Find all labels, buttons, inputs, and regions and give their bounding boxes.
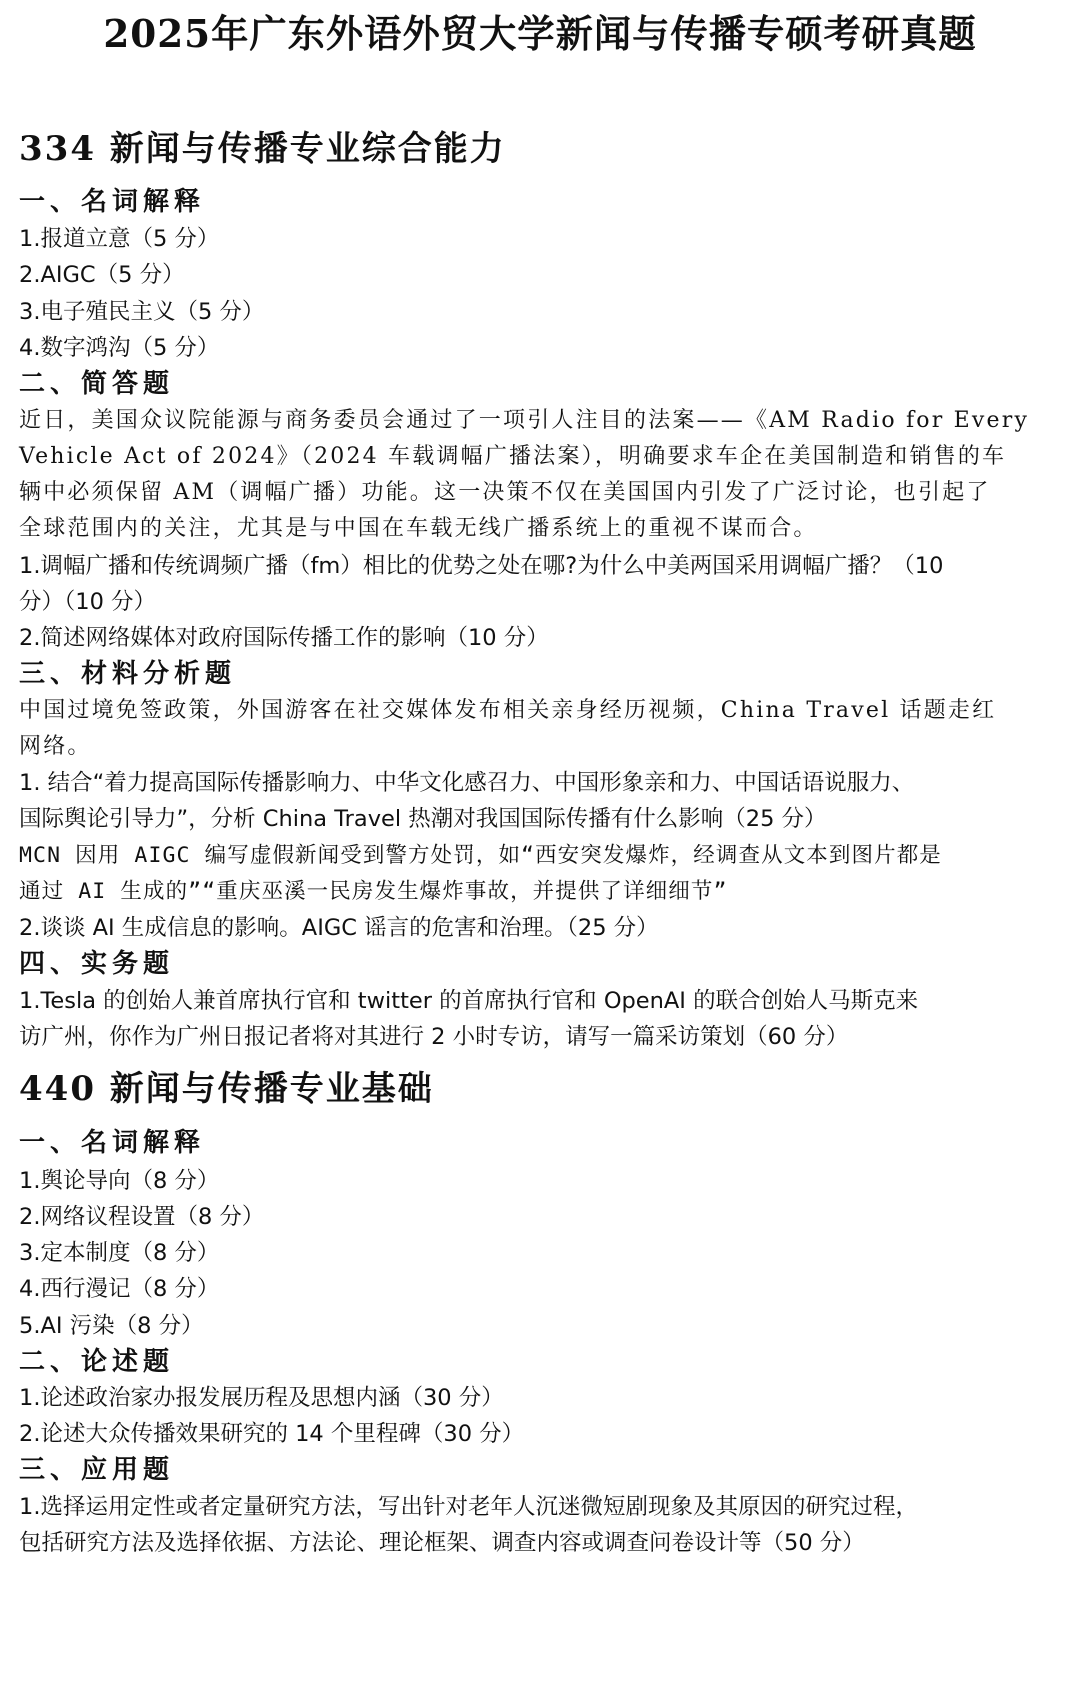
p440-s1-item-3: 3.定本制度（8 分） [19,1240,220,1266]
p334-s4-item-line-1: 1.Tesla 的创始人兼首席执行官和 twitter 的首席执行官和 OpenAI 的联合创始人马斯克来 [19,988,919,1014]
document-title: 2025年广东外语外贸大学新闻与传播专硕考研真题 [103,11,977,56]
p334-s2-question-2: 2.简述网络媒体对政府国际传播工作的影响（10 分） [19,625,549,651]
p334-section4-heading: 四、实务题 [19,949,175,979]
p334-s1-item-4: 4.数字鸿沟（5 分） [19,335,220,361]
p334-s2-material-line-2: Vehicle Act of 2024》（2024 车载调幅广播法案），明确要求车企在美国制造和销售的车 [19,444,1007,469]
p334-s3-question2: 2.谈谈 AI 生成信息的影响。AIGC 谣言的危害和治理。（25 分） [19,915,659,941]
p334-s1-item-2: 2.AIGC（5 分） [19,262,185,288]
p440-section3-heading: 三、应用题 [19,1455,175,1485]
p440-s1-item-2: 2.网络议程设置（8 分） [19,1204,265,1230]
p334-s1-item-3: 3.电子殖民主义（5 分） [19,299,265,325]
p334-s2-material-line-4: 全球范围内的关注，尤其是与中国在车载无线广播系统上的重视不谋而合。 [19,516,818,541]
p440-s2-item-1: 1.论述政治家办报发展历程及思想内涵（30 分） [19,1385,504,1411]
p334-s3-question1-line-1: 1. 结合“着力提高国际传播影响力、中华文化感召力、中国形象亲和力、中国话语说服力、 [19,770,915,796]
p334-s4-item-line-2: 访广州，你作为广州日报记者将对其进行 2 小时专访，请写一篇采访策划（60 分） [19,1024,849,1050]
p334-s3-question1-line-2: 国际舆论引导力”，分析 China Travel 热潮对我国国际传播有什么影响（25 分） [19,806,827,832]
paper-334-title: 334 新闻与传播专业综合能力 [19,129,506,169]
p440-s2-item-2: 2.论述大众传播效果研究的 14 个里程碑（30 分） [19,1421,525,1447]
p440-s3-item-line-1: 1.选择运用定性或者定量研究方法，写出针对老年人沉迷微短剧现象及其原因的研究过程， [19,1494,918,1520]
p440-s3-item-line-2: 包括研究方法及选择依据、方法论、理论框架、调查内容或调查问卷设计等（50 分） [19,1530,865,1556]
p440-s1-item-5: 5.AI 污染（8 分） [19,1313,204,1339]
p334-s3-material2-line-1: MCN 因用 AIGC 编写虚假新闻受到警方处罚，如“西安突发爆炸，经调查从文本到图片都是 [19,843,942,868]
p334-s2-question-1: 1.调幅广播和传统调频广播（fm）相比的优势之处在哪?为什么中美两国采用调幅广播？（10 [19,553,944,579]
paper-440-title: 440 新闻与传播专业基础 [19,1069,434,1109]
p440-s1-item-4: 4.西行漫记（8 分） [19,1276,220,1302]
p334-s2-question-1-cont: 分）（10 分） [19,589,157,615]
p334-s3-material1-line-2: 网络。 [19,734,92,759]
p440-section1-heading: 一、名词解释 [19,1128,206,1158]
p440-s1-item-1: 1.舆论导向（8 分） [19,1168,220,1194]
p334-s2-material-line-3: 辆中必须保留 AM（调幅广播）功能。这一决策不仅在美国国内引发了广泛讨论，也引起了 [19,480,991,505]
p440-section2-heading: 二、论述题 [19,1347,175,1377]
p334-section1-heading: 一、名词解释 [19,187,206,217]
p334-section2-heading: 二、简答题 [19,369,175,399]
p334-s1-item-1: 1.报道立意（5 分） [19,226,220,252]
p334-s3-material2-line-2: 通过 AI 生成的”“重庆巫溪一民房发生爆炸事故，并提供了详细细节” [19,879,728,904]
p334-s2-material-line-1: 近日，美国众议院能源与商务委员会通过了一项引人注目的法案——《AM Radio for Every [19,408,1030,433]
p334-s3-material1-line-1: 中国过境免签政策，外国游客在社交媒体发布相关亲身经历视频，China Travel 话题走红 [19,698,997,723]
p334-section3-heading: 三、材料分析题 [19,659,237,689]
